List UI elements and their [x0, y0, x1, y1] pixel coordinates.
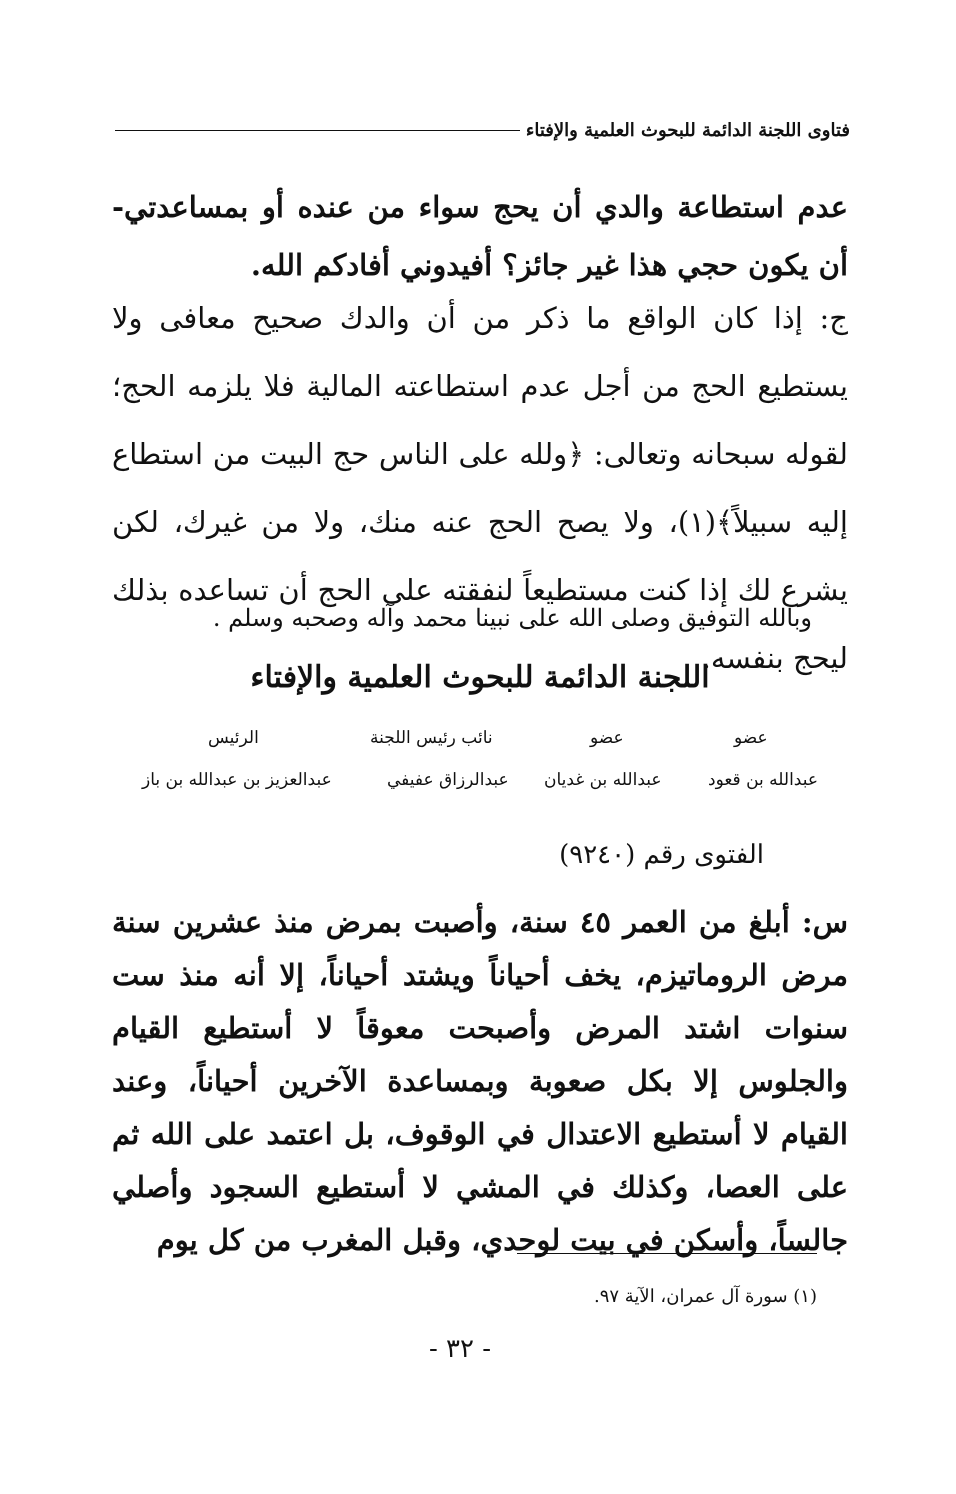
- signatory-name-vice-chairman: عبدالرزاق عفيفي: [387, 770, 509, 790]
- page-number: - ٣٢ -: [428, 1334, 492, 1364]
- closing-line: وبالله التوفيق وصلى الله على نبينا محمد وآله وصحبه وسلم .: [212, 604, 812, 632]
- running-header-title: فتاوى اللجنة الدائمة للبحوث العلمية والإفتاء: [525, 120, 850, 141]
- signatory-name-member: عبدالله بن قعود: [708, 770, 819, 790]
- signatory-role-chairman: الرئيس: [208, 728, 259, 748]
- question-paragraph: س: أبلغ من العمر ٤٥ سنة، وأصبت بمرض منذ عشرين سنة مرض الروماتيزم، يخف أحياناً ويشتد أحياناً، إلا أنه منذ ست سنوات اشتد المرض وأصبحت معوقاً لا أستطيع القيام والجلوس إلا بكل صعوبة وبمساعدة الآخرين أحياناً، وعند القيام لا أستطيع الاعتدال في الوقوف، بل اعتمد على الله ثم على العصا، وكذلك في المشي لا أستطيع السجود وأصلي جالساً، وأسكن في بيت لوحدي، وقبل المغرب من كل يوم: [112, 905, 848, 1257]
- signatory-role-vice-chairman: نائب رئيس اللجنة: [370, 728, 493, 748]
- signatory-name-member: عبدالله بن غديان: [544, 770, 662, 790]
- footnote: (١) سورة آل عمران، الآية ٩٧.: [593, 1286, 817, 1307]
- committee-title: اللجنة الدائمة للبحوث العلمية والإفتاء: [250, 660, 710, 695]
- answer-paragraph: ج: إذا كان الواقع ما ذكر من أن والدك صحيح معافى ولا يستطيع الحج من أجل عدم استطاعته المالية فلا يلزمه الحج؛ لقوله سبحانه وتعالى: ﴿ولله على الناس حج البيت من استطاع إليه سبيلاً﴾(١)، ولا يصح الحج عنه منك، ولا من غيرك، لكن يشرع لك إذا كنت مستطيعاً لنفقته على الحج أن تساعده بذلك ليحج بنفسه.: [112, 301, 849, 675]
- fatwa-number: الفتوى رقم (٩٢٤٠): [559, 840, 764, 870]
- running-header: [115, 120, 850, 141]
- header-rule: [115, 130, 520, 131]
- footnote-rule: [517, 1253, 817, 1254]
- signatory-name-chairman: عبدالعزيز بن عبدالله بن باز: [142, 770, 332, 790]
- signatory-role-member: عضو: [734, 728, 768, 748]
- question-continuation: عدم استطاعة والدي أن يحج سواء من عنده أو بمساعدتي- أن يكون حجي هذا غير جائز؟ أفيدوني أفادكم الله.: [112, 190, 848, 282]
- signatory-role-member: عضو: [590, 728, 624, 748]
